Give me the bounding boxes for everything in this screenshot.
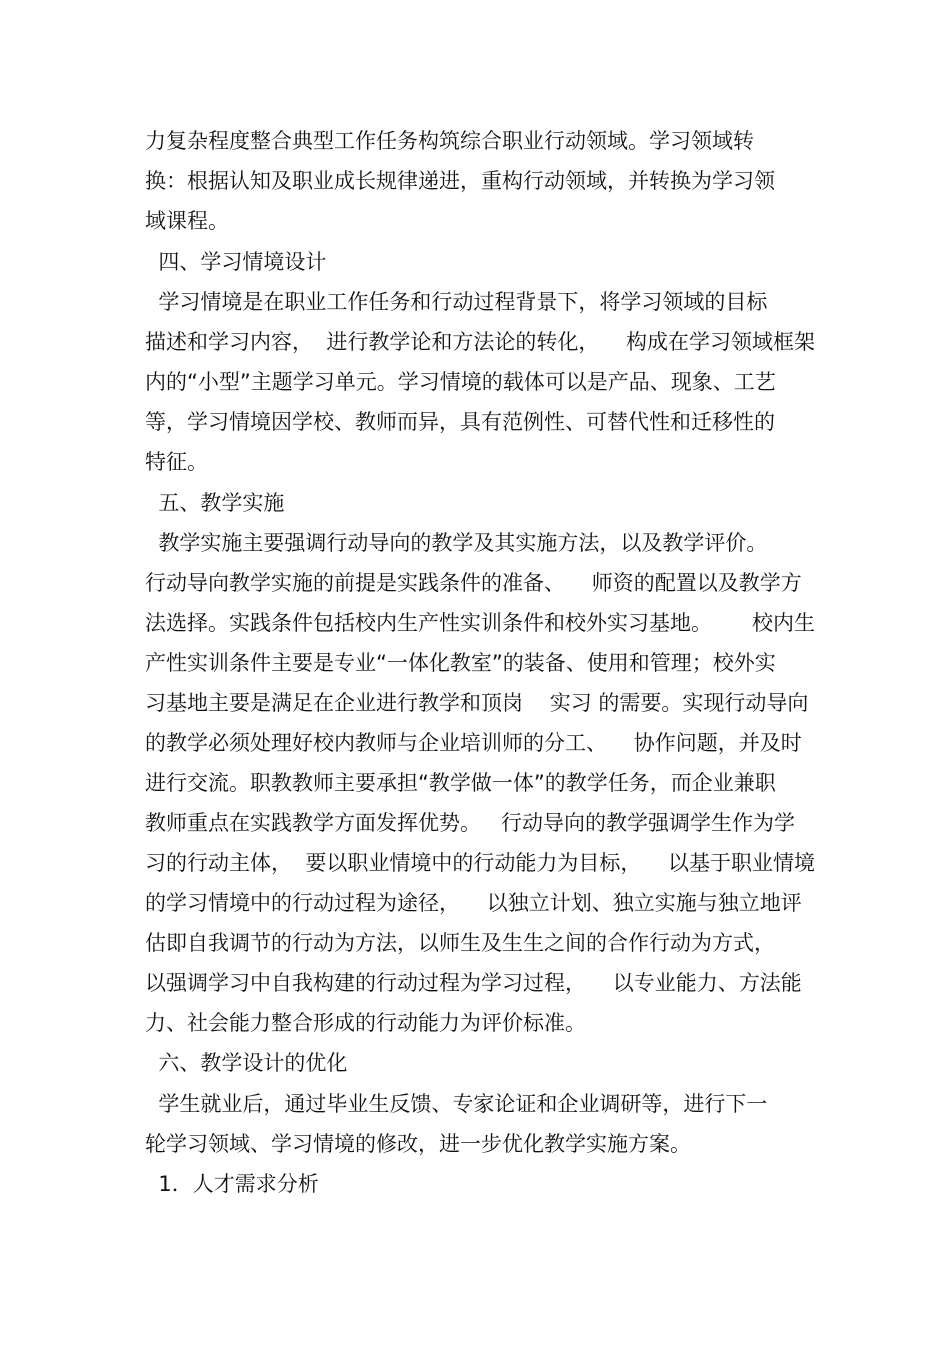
text-line: 估即自我调节的行动为方法，以师生及生生之间的合作行动为方式， xyxy=(145,931,775,955)
text-line: 进行交流。职教教师主要承担“教学做一体”的教学任务，而企业兼职 xyxy=(145,771,776,795)
text-line: 域课程。 xyxy=(145,209,229,233)
text-line: 以强调学习中自我构建的行动过程为学习过程， 以专业能力、方法能 xyxy=(145,971,802,995)
text-line: 行动导向教学实施的前提是实践条件的准备、 师资的配置以及教学方 xyxy=(145,571,802,595)
text-line: 的学习情境中的行动过程为途径， 以独立计划、独立实施与独立地评 xyxy=(145,891,802,915)
text-line: 法选择。实践条件包括校内生产性实训条件和校外实习基地。 校内生 xyxy=(145,611,816,635)
text-line: 习的行动主体， 要以职业情境中的行动能力为目标， 以基于职业情境 xyxy=(145,851,816,875)
text-line: 学生就业后，通过毕业生反馈、专家论证和企业调研等，进行下一 xyxy=(145,1092,768,1116)
text-line: 等，学习情境因学校、教师而异，具有范例性、可替代性和迁移性的 xyxy=(145,410,775,434)
text-line: 习基地主要是满足在企业进行教学和顶岗 实习 的需要。实现行动导向 xyxy=(145,691,809,715)
section-heading: 四、学习情境设计 xyxy=(145,250,327,274)
section-heading: 五、教学实施 xyxy=(145,491,285,515)
section-heading: 六、教学设计的优化 xyxy=(145,1051,348,1075)
text-line: 力复杂程度整合典型工作任务构筑综合职业行动领域。学习领域转 xyxy=(145,129,754,153)
text-line: 轮学习领域、学习情境的修改，进一步优化教学实施方案。 xyxy=(145,1132,691,1156)
text-line: 产性实训条件主要是专业“一体化教室”的装备、使用和管理；校外实 xyxy=(145,651,776,675)
text-line: 描述和学习内容， 进行教学论和方法论的转化， 构成在学习领域框架 xyxy=(145,330,816,354)
text-line: 的教学必须处理好校内教师与企业培训师的分工、 协作问题，并及时 xyxy=(145,731,802,755)
text-line: 换：根据认知及职业成长规律递进，重构行动领域，并转换为学习领 xyxy=(145,169,775,193)
subsection-heading: 1．人才需求分析 xyxy=(145,1172,319,1196)
text-line: 学习情境是在职业工作任务和行动过程背景下，将学习领域的目标 xyxy=(145,290,768,314)
text-line: 特征。 xyxy=(145,450,208,474)
text-line: 教学实施主要强调行动导向的教学及其实施方法，以及教学评价。 xyxy=(145,531,768,555)
text-line: 力、社会能力整合形成的行动能力为评价标准。 xyxy=(145,1011,586,1035)
text-line: 教师重点在实践教学方面发挥优势。 行动导向的教学强调学生作为学 xyxy=(145,811,796,835)
text-line: 内的“小型”主题学习单元。学习情境的载体可以是产品、现象、工艺 xyxy=(145,370,776,394)
